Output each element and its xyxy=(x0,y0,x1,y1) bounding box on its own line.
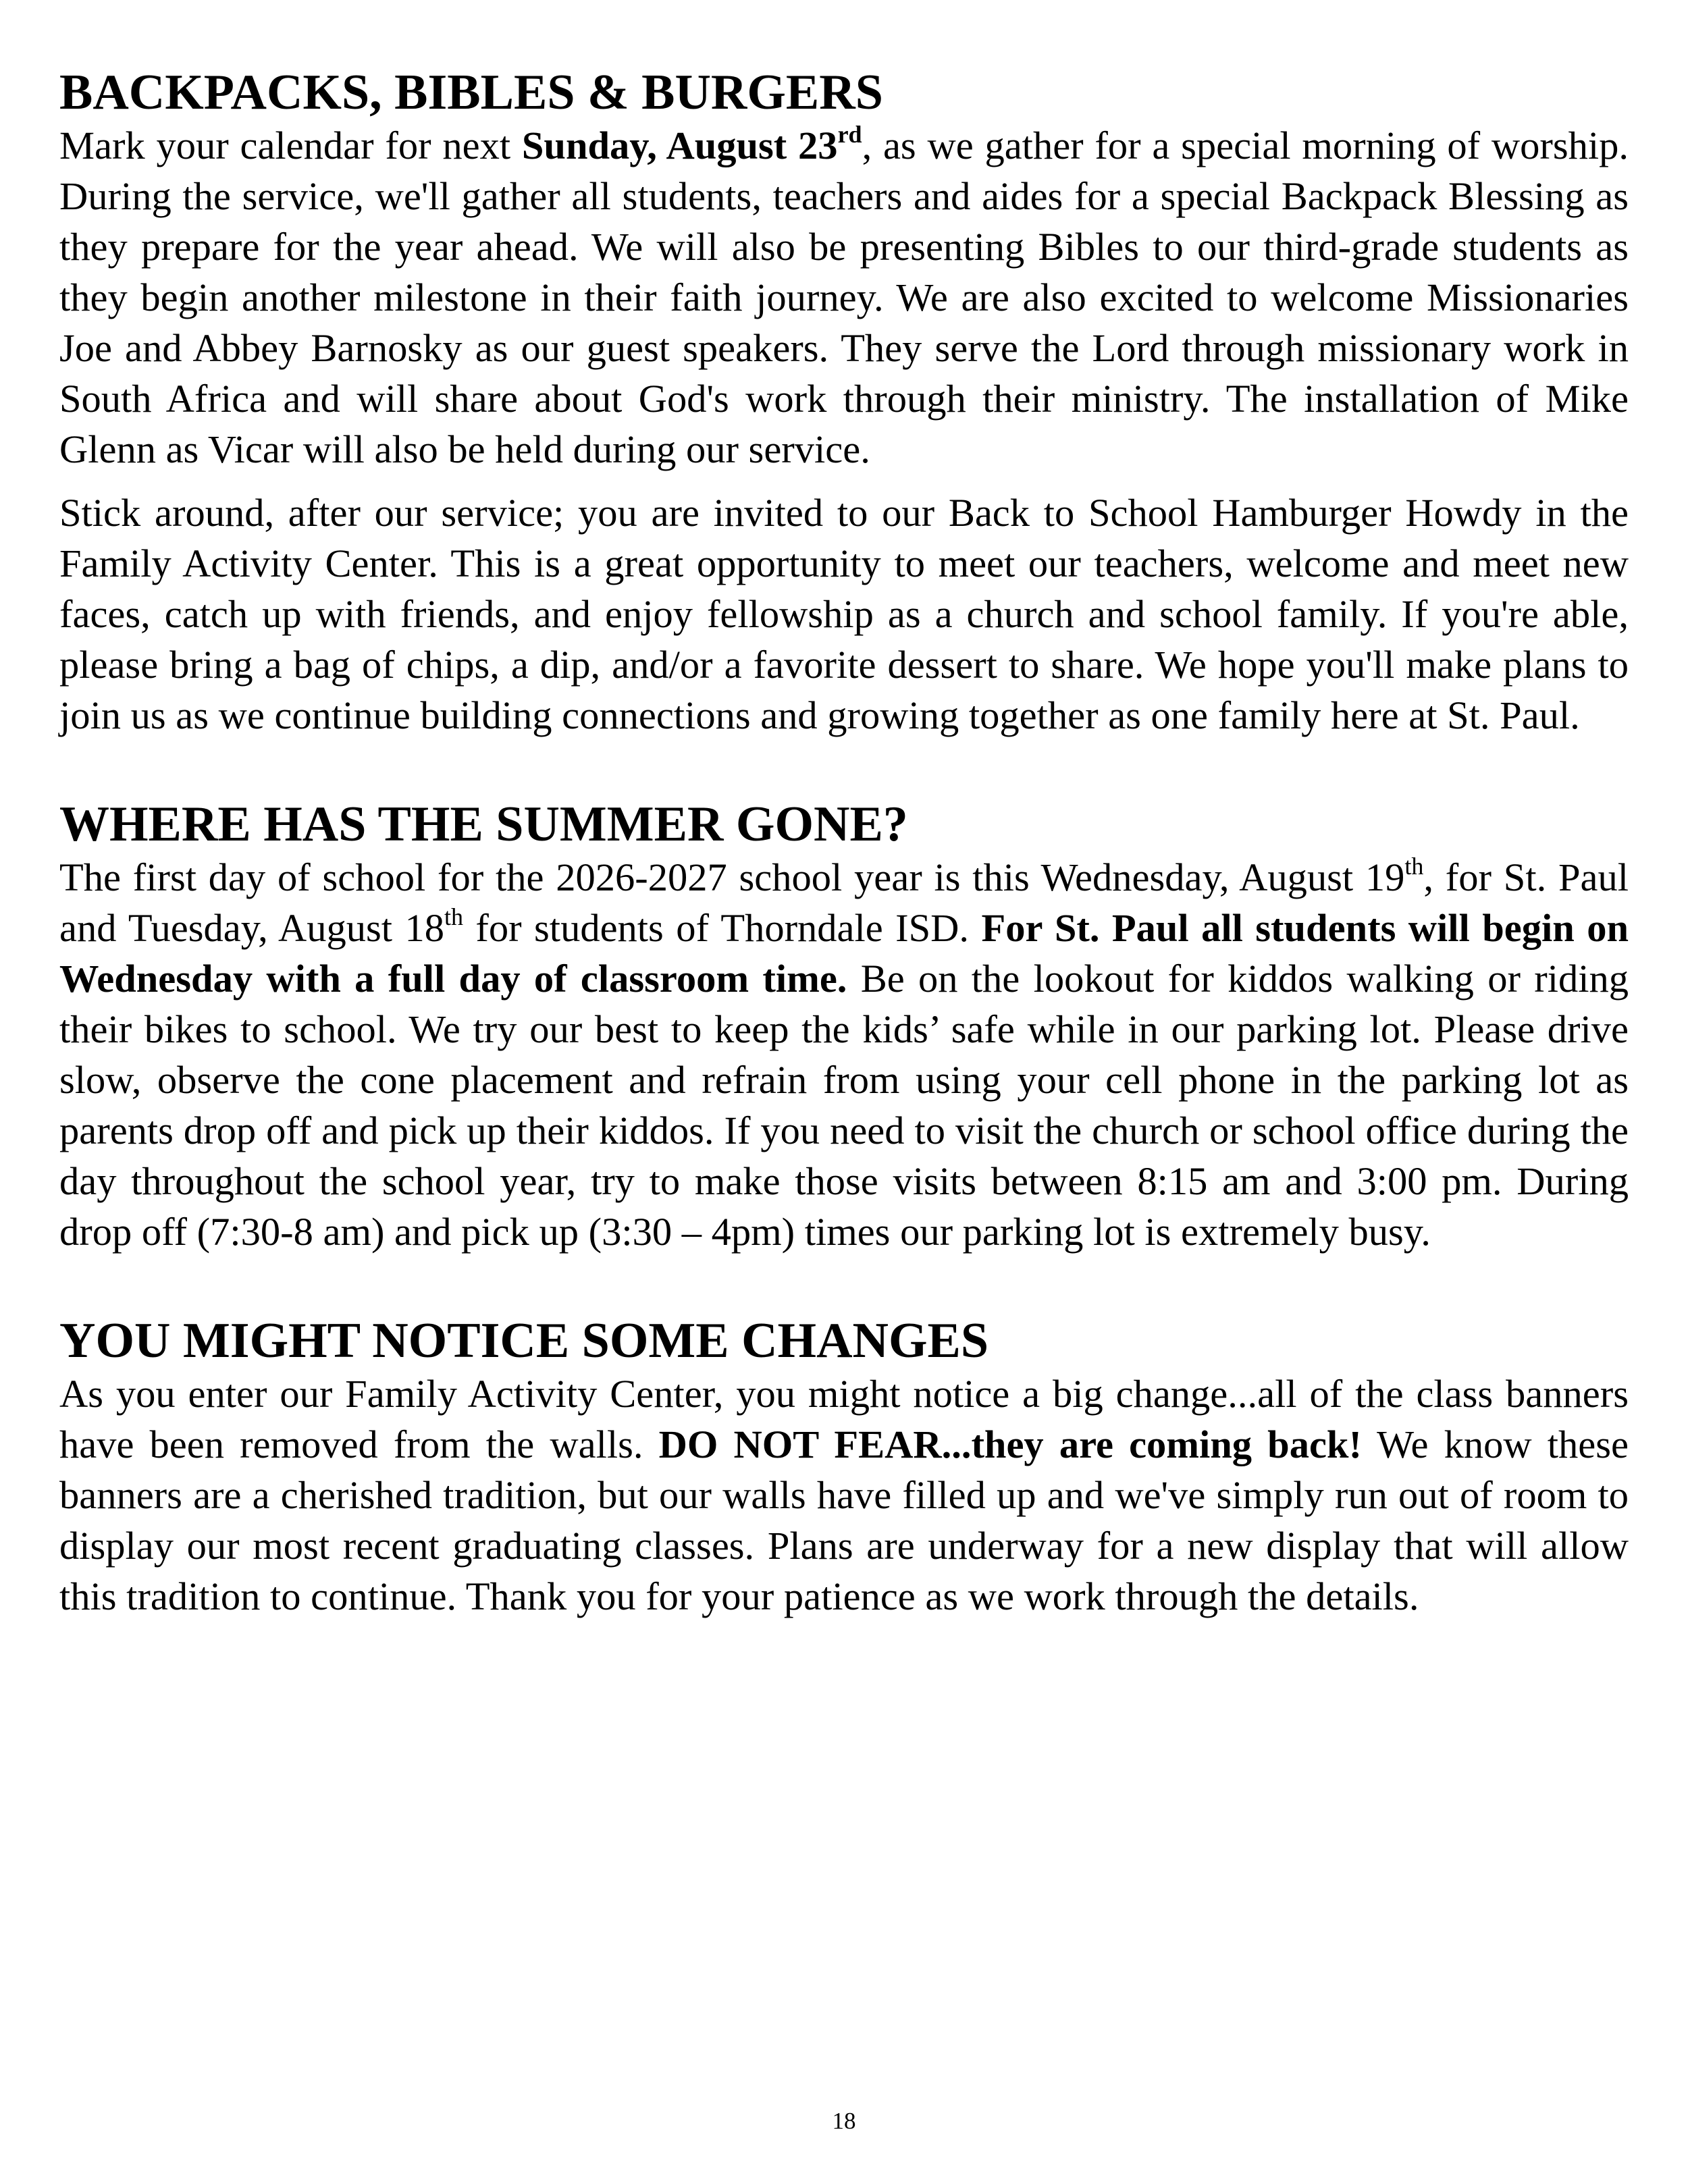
section-paragraph: Stick around, after our service; you are invited to our Back to School Hamburger Howdy in the Family Activity Center. This is a great opportunity to meet our teachers, welcome and meet new faces, catch up with friends, and enjoy fellowship as a church and school family. If you're able, please bring a bag of chips, a dip, and/or a favorite dessert to share. We hope you'll make plans to join us as we continue building connections and growing together as one family here at St. Paul. xyxy=(59,491,1629,737)
ordinal-suffix: rd xyxy=(837,121,862,148)
text-run: , for St. Paul and Tuesday, August 18 xyxy=(59,855,1629,950)
text-run: for students of Thorndale ISD. xyxy=(463,906,982,950)
text-run: The first day of school for the 2026-2027 school year is this Wednesday, August 19 xyxy=(59,855,1405,899)
text-run: Mark your calendar for next xyxy=(59,124,522,167)
section-backpacks-bibles-burgers xyxy=(59,65,1629,741)
section-paragraph xyxy=(59,1368,1629,1622)
section-paragraph xyxy=(59,120,1629,475)
page-number: 18 xyxy=(832,2108,856,2134)
section-where-has-the-summer-gone xyxy=(59,797,1629,1257)
text-run: As you enter our Family Activity Center, you might notice a big change...all of the class banners have been removed from the walls. xyxy=(59,1372,1629,1466)
bold-text xyxy=(521,121,862,167)
section-heading: WHERE HAS THE SUMMER GONE? xyxy=(59,797,908,852)
bold-text: DO NOT FEAR...they are coming back! xyxy=(658,1422,1362,1466)
section-paragraph xyxy=(59,852,1629,1257)
newsletter-page xyxy=(59,65,1629,1622)
ordinal-suffix: th xyxy=(444,903,463,930)
section-you-might-notice-some-changes xyxy=(59,1313,1629,1622)
text-run: , as we gather for a special morning of worship. During the service, we'll gather all students, teachers and aides for a special Backpack Blessing as they prepare for the year ahead. We will also be presenting Bibles to our third-grade students as they begin another milestone in their faith journey. We are also excited to welcome Missionaries Joe and Abbey Barnosky as our guest speakers. They serve the Lord through missionary work in South Africa and will share about God's work through their ministry. The installation of Mike Glenn as Vicar will also be held during our service. xyxy=(59,124,1629,471)
text-run: Be on the lookout for kiddos walking or riding their bikes to school. We try our best to keep the kids’ safe while in our parking lot. Please drive slow, observe the cone placement and refrain from using your cell phone in the parking lot as parents drop off and pick up their kiddos. If you need to visit the church or school office during the day throughout the school year, try to make those visits between 8:15 am and 3:00 pm. During drop off (7:30-8 am) and pick up (3:30 – 4pm) times our parking lot is extremely busy. xyxy=(59,957,1629,1254)
text-run: We know these banners are a cherished tradition, but our walls have filled up and we've simply run out of room to display our most recent graduating classes. Plans are underway for a new display that will allow this tradition to continue. Thank you for your patience as we work through the details. xyxy=(59,1422,1629,1618)
section-heading: BACKPACKS, BIBLES & BURGERS xyxy=(59,65,883,120)
section-heading: YOU MIGHT NOTICE SOME CHANGES xyxy=(59,1313,989,1368)
ordinal-suffix: th xyxy=(1404,853,1424,880)
bold-text-run: Sunday, August 23 xyxy=(521,124,838,167)
bold-text: For St. Paul all students will begin on Wednesday with a full day of classroom time. xyxy=(59,906,1629,1001)
